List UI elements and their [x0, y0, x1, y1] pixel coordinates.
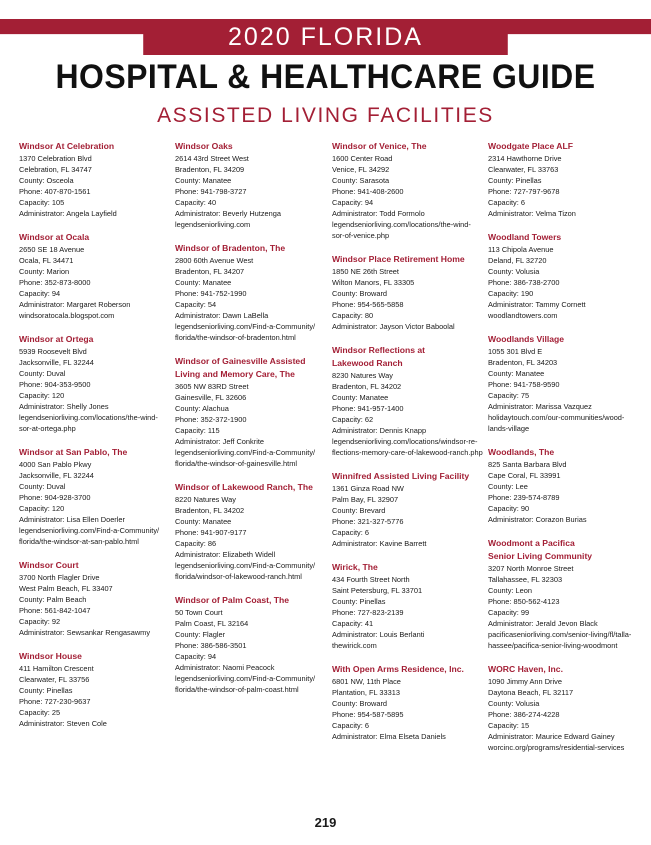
- facility-detail: 113 Chipola Avenue: [488, 245, 554, 254]
- facility-name: Windsor Oaks: [175, 141, 233, 151]
- facility-detail: Capacity: 80: [332, 311, 374, 320]
- facility-detail: Administrator: Dawn LaBella: [175, 311, 269, 320]
- facility-detail: lands-village: [488, 424, 530, 433]
- facility-detail: legendseniorliving.com/locations/windsor-re-: [332, 437, 478, 446]
- page-number: 219: [314, 815, 337, 830]
- facility-detail: florida/the-windsor-of-palm-coast.html: [175, 685, 299, 694]
- facility-detail: Administrator: Jerald Jevon Black: [488, 619, 598, 628]
- facility-name: Woodmont a Pacifica: [488, 538, 575, 548]
- facility-detail: Capacity: 94: [175, 652, 217, 661]
- facility-name: Windsor at Ortega: [19, 334, 94, 344]
- listing-column-2: [175, 140, 325, 707]
- facility-detail: 8230 Natures Way: [332, 371, 393, 380]
- facility-detail: legendseniorliving.com/locations/the-wind-: [19, 413, 158, 422]
- facility-listing: [488, 537, 638, 651]
- facility-name: Woodland Towers: [488, 232, 562, 242]
- facility-listing: [488, 333, 638, 434]
- facility-listing: [175, 594, 325, 695]
- facility-listing: [332, 663, 482, 742]
- facility-detail: 2614 43rd Street West: [175, 154, 249, 163]
- facility-listing: [19, 650, 169, 729]
- facility-detail: County: Manatee: [175, 176, 232, 185]
- facility-name: Winnifred Assisted Living Facility: [332, 471, 470, 481]
- facility-detail: Administrator: Jayson Victor Baboolal: [332, 322, 455, 331]
- facility-detail: Administrator: Elma Elseta Daniels: [332, 732, 446, 741]
- facility-name: Windsor at Ocala: [19, 232, 90, 242]
- facility-detail: 1600 Center Road: [332, 154, 393, 163]
- facility-detail: Phone: 352-873-8000: [19, 278, 91, 287]
- facility-detail: County: Broward: [332, 289, 388, 298]
- facility-detail: Phone: 727-230-9637: [19, 697, 91, 706]
- listing-column-4: [488, 140, 638, 765]
- facility-detail: Clearwater, FL 33756: [19, 675, 90, 684]
- facility-detail: County: Brevard: [332, 506, 386, 515]
- facility-detail: legendseniorliving.com/Find-a-Community/: [19, 526, 160, 535]
- facility-detail: Capacity: 115: [175, 426, 220, 435]
- facility-detail: Phone: 321-327-5776: [332, 517, 404, 526]
- facility-detail: Plantation, FL 33313: [332, 688, 400, 697]
- facility-detail: Administrator: Steven Cole: [19, 719, 107, 728]
- facility-detail: 2650 SE 18 Avenue: [19, 245, 85, 254]
- facility-detail: Venice, FL 34292: [332, 165, 390, 174]
- facility-listing: [175, 481, 325, 582]
- facility-name: Windsor At Celebration: [19, 141, 115, 151]
- listing-column-1: [19, 140, 169, 741]
- facility-name: Windsor at San Pablo, The: [19, 447, 128, 457]
- facility-listing: [19, 140, 169, 219]
- facility-detail: Capacity: 6: [488, 198, 525, 207]
- facility-detail: County: Flagler: [175, 630, 226, 639]
- facility-detail: Phone: 954-565-5858: [332, 300, 404, 309]
- facility-detail: florida/the-windsor-at-san-pablo.html: [19, 537, 139, 546]
- facility-name: Windsor Court: [19, 560, 79, 570]
- facility-detail: Administrator: Kavine Barrett: [332, 539, 427, 548]
- facility-detail: 3700 North Flagler Drive: [19, 573, 100, 582]
- facility-detail: Capacity: 25: [19, 708, 61, 717]
- facility-detail: Capacity: 120: [19, 504, 65, 513]
- facility-listing: [332, 470, 482, 549]
- facility-detail: Phone: 727-823-2139: [332, 608, 404, 617]
- facility-name: Windsor of Gainesville Assisted: [175, 356, 306, 366]
- facility-detail: Wilton Manors, FL 33305: [332, 278, 415, 287]
- facility-detail: Phone: 727-797-9678: [488, 187, 560, 196]
- facility-detail: 1361 Ginza Road NW: [332, 484, 404, 493]
- facility-detail: Administrator: Naomi Peacock: [175, 663, 275, 672]
- facility-listing: [332, 561, 482, 651]
- facility-detail: County: Manatee: [332, 393, 389, 402]
- facility-detail: Capacity: 105: [19, 198, 65, 207]
- facility-detail: Bradenton, FL 34203: [488, 358, 558, 367]
- facility-detail: flections-memory-care-of-lakewood-ranch.php: [332, 448, 483, 457]
- facility-name: Wirick, The: [332, 562, 378, 572]
- facility-detail: Capacity: 15: [488, 721, 530, 730]
- facility-detail: Cape Coral, FL 33991: [488, 471, 561, 480]
- facility-detail: Phone: 904-353-9500: [19, 380, 91, 389]
- facility-detail: worcinc.org/programs/residential-services: [488, 743, 625, 752]
- facility-detail: County: Pinellas: [488, 176, 542, 185]
- facility-detail: County: Volusia: [488, 699, 540, 708]
- facility-detail: Capacity: 94: [19, 289, 61, 298]
- facility-detail: 3207 North Monroe Street: [488, 564, 574, 573]
- facility-detail: 1850 NE 26th Street: [332, 267, 399, 276]
- facility-detail: sor-at-ortega.php: [19, 424, 76, 433]
- section-title: ASSISTED LIVING FACILITIES: [157, 104, 494, 127]
- facility-detail: County: Marion: [19, 267, 70, 276]
- facility-detail: Capacity: 190: [488, 289, 534, 298]
- facility-detail: legendseniorliving.com/Find-a-Community/: [175, 561, 316, 570]
- facility-detail: Administrator: Corazon Burias: [488, 515, 587, 524]
- facility-detail: woodlandtowers.com: [488, 311, 558, 320]
- facility-listing: [19, 559, 169, 638]
- facility-detail: Capacity: 86: [175, 539, 217, 548]
- facility-detail: Administrator: Louis Berlanti: [332, 630, 425, 639]
- facility-detail: holidaytouch.com/our-communities/wood-: [488, 413, 625, 422]
- facility-detail: florida/the-windsor-of-bradenton.html: [175, 333, 296, 342]
- facility-detail: Palm Coast, FL 32164: [175, 619, 249, 628]
- facility-detail: County: Broward: [332, 699, 388, 708]
- facility-detail: Capacity: 62: [332, 415, 374, 424]
- facility-detail: Capacity: 54: [175, 300, 217, 309]
- facility-detail: County: Sarasota: [332, 176, 390, 185]
- facility-detail: Phone: 239-574-8789: [488, 493, 560, 502]
- listing-column-3: [332, 140, 482, 754]
- facility-detail: Administrator: Margaret Roberson: [19, 300, 131, 309]
- facility-detail: florida/windsor-of-lakewood-ranch.html: [175, 572, 302, 581]
- facility-detail: 2314 Hawthorne Drive: [488, 154, 562, 163]
- facility-detail: Bradenton, FL 34202: [175, 506, 245, 515]
- facility-detail: legendseniorliving.com/Find-a-Community/: [175, 674, 316, 683]
- facility-detail: County: Lee: [488, 482, 528, 491]
- facility-detail: Capacity: 41: [332, 619, 374, 628]
- facility-detail: County: Pinellas: [332, 597, 386, 606]
- facility-detail: Gainesville, FL 32606: [175, 393, 247, 402]
- facility-detail: Administrator: Beverly Hutzenga: [175, 209, 281, 218]
- facility-detail: Administrator: Marissa Vazquez: [488, 402, 592, 411]
- facility-detail: 1090 Jimmy Ann Drive: [488, 677, 562, 686]
- facility-listing: [175, 355, 325, 469]
- facility-listing: [332, 344, 482, 458]
- facility-listing: [488, 140, 638, 219]
- facility-detail: Phone: 386-738-2700: [488, 278, 560, 287]
- facility-detail: County: Volusia: [488, 267, 540, 276]
- facility-name: Windsor of Venice, The: [332, 141, 427, 151]
- facility-detail: Administrator: Tammy Cornett: [488, 300, 586, 309]
- facility-detail: Capacity: 99: [488, 608, 530, 617]
- facility-listing: [19, 446, 169, 547]
- facility-detail: Capacity: 120: [19, 391, 65, 400]
- facility-detail: hassee/pacifica-senior-living-woodmont: [488, 641, 618, 650]
- facility-detail: Phone: 941-798-3727: [175, 187, 247, 196]
- facility-name: Woodgate Place ALF: [488, 141, 573, 151]
- facility-detail: 8220 Natures Way: [175, 495, 236, 504]
- guide-title: HOSPITAL & HEALTHCARE GUIDE: [55, 58, 596, 96]
- facility-detail: County: Manatee: [175, 517, 232, 526]
- facility-detail: Tallahassee, FL 32303: [488, 575, 563, 584]
- facility-detail: Ocala, FL 34471: [19, 256, 74, 265]
- facility-detail: Celebration, FL 34747: [19, 165, 92, 174]
- facility-detail: sor-of-venice.php: [332, 231, 390, 240]
- facility-detail: Phone: 352-372-1900: [175, 415, 247, 424]
- facility-detail: 1370 Celebration Blvd: [19, 154, 92, 163]
- facility-detail: 5939 Roosevelt Blvd: [19, 347, 87, 356]
- facility-detail: Phone: 941-758-9590: [488, 380, 560, 389]
- facility-detail: 6801 NW, 11th Place: [332, 677, 401, 686]
- facility-detail: pacificaseniorliving.com/senior-living/fl/talla-: [488, 630, 632, 639]
- facility-detail: Capacity: 90: [488, 504, 530, 513]
- facility-detail: Administrator: Jeff Conkrite: [175, 437, 264, 446]
- facility-detail: florida/the-windsor-of-gainesville.html: [175, 459, 297, 468]
- facility-detail: County: Duval: [19, 482, 66, 491]
- facility-detail: Saint Petersburg, FL 33701: [332, 586, 423, 595]
- facility-name: Senior Living Community: [488, 551, 593, 561]
- facility-detail: Capacity: 40: [175, 198, 217, 207]
- facility-detail: Daytona Beach, FL 32117: [488, 688, 574, 697]
- facility-name: Lakewood Ranch: [332, 358, 403, 368]
- facility-detail: Administrator: Lisa Ellen Doerler: [19, 515, 125, 524]
- facility-detail: Administrator: Dennis Knapp: [332, 426, 427, 435]
- facility-detail: Administrator: Velma Tizon: [488, 209, 576, 218]
- facility-detail: 2800 60th Avenue West: [175, 256, 254, 265]
- facility-detail: legendseniorliving.com/Find-a-Community/: [175, 448, 316, 457]
- facility-detail: Administrator: Todd Formolo: [332, 209, 425, 218]
- facility-detail: Phone: 561-842-1047: [19, 606, 91, 615]
- facility-detail: Administrator: Elizabeth Widell: [175, 550, 276, 559]
- facility-detail: 50 Town Court: [175, 608, 223, 617]
- facility-detail: Capacity: 6: [332, 721, 369, 730]
- facility-detail: legendseniorliving.com/Find-a-Community/: [175, 322, 316, 331]
- facility-listing: [175, 140, 325, 230]
- facility-detail: Capacity: 92: [19, 617, 61, 626]
- facility-detail: County: Manatee: [175, 278, 232, 287]
- facility-detail: Phone: 941-408-2600: [332, 187, 404, 196]
- facility-detail: County: Duval: [19, 369, 66, 378]
- facility-detail: Capacity: 94: [332, 198, 374, 207]
- facility-detail: County: Osceola: [19, 176, 74, 185]
- facility-detail: Administrator: Shelly Jones: [19, 402, 109, 411]
- facility-detail: West Palm Beach, FL 33407: [19, 584, 113, 593]
- facility-name: Windsor House: [19, 651, 82, 661]
- facility-detail: Phone: 941-752-1990: [175, 289, 247, 298]
- facility-name: Windsor of Lakewood Ranch, The: [175, 482, 313, 492]
- facility-listing: [175, 242, 325, 343]
- facility-detail: 4000 San Pablo Pkwy: [19, 460, 92, 469]
- facility-listing: [488, 446, 638, 525]
- facility-detail: legendseniorliving.com: [175, 220, 251, 229]
- facility-detail: Phone: 941-957-1400: [332, 404, 404, 413]
- facility-detail: Administrator: Maurice Edward Gainey: [488, 732, 615, 741]
- facility-listing: [19, 333, 169, 434]
- facility-detail: 411 Hamilton Crescent: [19, 664, 94, 673]
- facility-detail: County: Manatee: [488, 369, 545, 378]
- facility-listing: [332, 140, 482, 241]
- facility-detail: thewirick.com: [332, 641, 377, 650]
- facility-detail: Bradenton, FL 34209: [175, 165, 245, 174]
- facility-detail: 3605 NW 83RD Street: [175, 382, 249, 391]
- facility-listing: [488, 663, 638, 753]
- facility-detail: windsoratocala.blogspot.com: [19, 311, 115, 320]
- facility-detail: Bradenton, FL 34207: [175, 267, 245, 276]
- facility-listing: [332, 253, 482, 332]
- facility-detail: County: Palm Beach: [19, 595, 87, 604]
- facility-name: WORC Haven, Inc.: [488, 664, 563, 674]
- facility-name: Woodlands, The: [488, 447, 555, 457]
- facility-listing: [488, 231, 638, 321]
- facility-detail: Phone: 954-587-5895: [332, 710, 404, 719]
- facility-detail: Phone: 407-870-1561: [19, 187, 91, 196]
- facility-detail: Phone: 904-928-3700: [19, 493, 91, 502]
- facility-detail: Administrator: Angela Layfield: [19, 209, 117, 218]
- facility-detail: Clearwater, FL 33763: [488, 165, 559, 174]
- facility-name: Living and Memory Care, The: [175, 369, 295, 379]
- facility-detail: County: Alachua: [175, 404, 229, 413]
- facility-detail: Phone: 850-562-4123: [488, 597, 560, 606]
- facility-detail: Deland, FL 32720: [488, 256, 547, 265]
- facility-detail: legendseniorliving.com/locations/the-wind-: [332, 220, 471, 229]
- facility-detail: Phone: 386-274-4228: [488, 710, 560, 719]
- facility-detail: Phone: 941-907-9177: [175, 528, 247, 537]
- facility-detail: Bradenton, FL 34202: [332, 382, 402, 391]
- facility-name: Windsor Reflections at: [332, 345, 426, 355]
- facility-name: With Open Arms Residence, Inc.: [332, 664, 464, 674]
- facility-detail: Capacity: 75: [488, 391, 530, 400]
- facility-name: Windsor of Palm Coast, The: [175, 595, 290, 605]
- banner-title: 2020 FLORIDA: [228, 23, 423, 51]
- facility-detail: 1055 301 Blvd E: [488, 347, 543, 356]
- facility-listing: [19, 231, 169, 321]
- facility-detail: 434 Fourth Street North: [332, 575, 410, 584]
- facility-detail: 825 Santa Barbara Blvd: [488, 460, 567, 469]
- facility-detail: County: Pinellas: [19, 686, 73, 695]
- facility-detail: Phone: 386-586-3501: [175, 641, 247, 650]
- facility-detail: Capacity: 6: [332, 528, 369, 537]
- facility-detail: Jacksonville, FL 32244: [19, 358, 94, 367]
- facility-name: Windsor Place Retirement Home: [332, 254, 465, 264]
- facility-name: Woodlands Village: [488, 334, 565, 344]
- facility-detail: County: Leon: [488, 586, 532, 595]
- facility-detail: Palm Bay, FL 32907: [332, 495, 399, 504]
- facility-detail: Jacksonville, FL 32244: [19, 471, 94, 480]
- facility-name: Windsor of Bradenton, The: [175, 243, 286, 253]
- facility-detail: Administrator: Sewsankar Rengasawmy: [19, 628, 151, 637]
